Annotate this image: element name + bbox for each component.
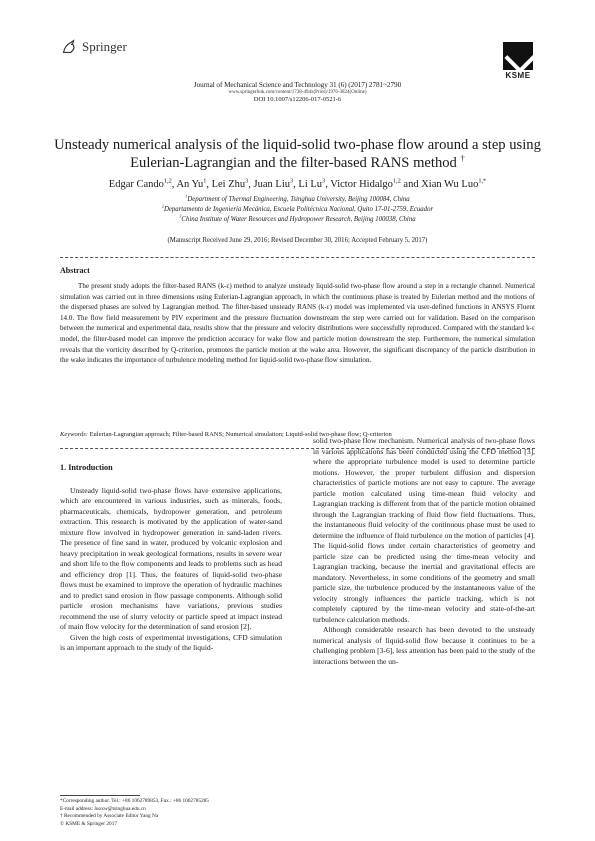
title-line-2: Eulerian-Lagrangian and the filter-based RANS method † [130,153,465,171]
ksme-logo [500,42,536,80]
author-name: Juan Liu$^3$ [253,177,294,190]
author-affiliation-mark: 1,* [478,177,487,185]
footnote-divider [60,795,140,796]
author-affiliation-mark: 3 [322,177,326,185]
divider-top [60,257,535,258]
footnote-corresponding: *Corresponding author. Tel.: +86 1062789853, Fax.: +86 1062785285 [60,798,209,804]
journal-info [0,81,595,103]
ksme-logo-text: KSME [505,71,531,80]
affiliation: $^1$Department of Thermal Engineering, Tsinghua University, Beijing 100084, China [185,193,410,203]
affiliation: $^2$Departamento de Ingeniería Mecánica, Escuela Politécnica Nacional, Quito 17-01-2759, Ecuador [161,203,434,213]
affiliation-list [40,195,555,225]
body-paragraph: Although considerable research has been devoted to the unsteady numerical analysis of liquid-solid flow because it continues to be a challenging problem [3-6], less attention has been paid to the study of the interactions between the un- [313,625,535,666]
author-affiliation-mark: 1,2 [163,177,172,185]
abstract-text: The present study adopts the filter-based RANS (k-ε) method to analyze unsteady liquid-solid two-phase flow around a step in a rectangle channel. Numerical simulation was carried out in three dimensions using Eulerian-Lagrangian approach, in which the continuous phase is treated by Eulerian method and the motions of the dispersed phases are solved by Lagrangian method. The filter-based unsteady RANS (k-ε) model was implemented via user-defined functions in ANSYS Fluent 14.0. The flow field measurement by PIV experiment and the pressure fluctuation downstream the step were carried out for validation. Based on the comparison between the numerical and experimental data, results show that the pressure and velocity distributions were successfully reproduced. Compared with the standard k-ε model, the filter-based model can improve the prediction accuracy for wake flow and particle motion downstream the step. Furthermore, the numerical simulation reveals that the vorticity described by Q-criterion, promotes the particle motion at the wake area. However, the significant discrepancy of the particle distribution in the wake indicates the importance of turbulence modeling method for liquid-solid two-phase flow simulation. [60,282,535,365]
springer-horse-icon [60,38,78,56]
body-column-left [60,463,282,654]
title-footnote-mark: † [460,153,465,164]
author-affiliation-mark: 1 [203,177,207,185]
keywords-list: Eulerian-Lagrangian approach; Filter-based RANS; Numerical simulation; Liquid-solid two-phase flow; Q-criterion [89,431,392,438]
journal-url[interactable]: www.springerlink.com/content/1738-494x(Print)/1976-3824(Online) [228,90,367,95]
author-affiliation-mark: 3 [290,177,294,185]
ksme-mark-icon [503,42,533,70]
journal-citation: Journal of Mechanical Science and Technology 31 (6) (2017) 2781~2790 [193,81,402,89]
springer-logo [60,38,127,56]
keywords-label: Keywords: [60,431,88,438]
manuscript-dates: (Manuscript Received June 29, 2016; Revised December 30, 2016; Accepted February 5, 2017) [167,237,428,244]
body-paragraph: Unsteady liquid-solid two-phase flows have extensive applications, which are encountered in various industries, such as minerals, foods, pharmaceuticals, chemicals, hydropower generation, and petroleum extraction. This research is motivated by the application of water-sand mixture flow involved in hydropower generation in sand-laden rivers. The presence of fine sand in water, produced by volcanic explosion and heavy precipitation in weak geological formations, results in severe wear and short life to the flow components and leads to problems such as head and efficiency drop [1]. Thus, the features of liquid-solid two-phase flows must be examined to improve the operation of hydraulic machines and to predict sand erosion in flow passage components. Although solid particle erosion mechanisms have variations, previous studies recommend the use of slurry velocity or particle speed at impact instead of main flow velocity for the determination of sand erosion [2]. [60,485,282,631]
section-heading-introduction: 1. Introduction [60,463,113,472]
footnotes [60,798,290,828]
author-name: Xian Wu Luo$^{1,*}$ [421,177,487,190]
abstract-heading: Abstract [60,266,90,275]
body-paragraph: solid two-phase flow mechanism. Numerical analysis of two-phase flows in various applications has been conducted using the CFD method [3], where the appropriate turbulence model is used to determine particle motions. However, the proper turbulent diffusion and dispersion characteristics of particle motions are not easy to capture. The average particle motion calculated using time-mean fluid velocity and Lagrangian tracking is different from that of the particle motion obtained through the Lagrangian tracking of fluid flow field fluctuations. Thus, the instantaneous fluid velocity of the continuous phase must be used to determine the influence of fluid turbulence on the motion of particles [4]. The liquid-solid flows under certain characteristics of geometry and particle size can be predicted using the time-mean velocity and Lagrangian tracking, because the inertial and gravitational effects are mandatory. Nevertheless, in some conditions of the geometry and small particle size, the turbulence produced by the instantaneous value of the velocity strongly influences the particle tracking, which is not completely captured by the time-mean velocity and state-of-the-art turbulence calculation methods. [313,436,535,624]
author-affiliation-mark: 3 [245,177,249,185]
footnote-editor: † Recommended by Associate Editor Yang Na [60,813,159,819]
footnote-email[interactable]: E-mail address: luoxw@tsinghua.edu.cn [60,805,146,812]
author-name: Edgar Cando$^{1,2}$ [108,177,172,190]
author-name: Lei Zhu$^3$ [211,177,249,190]
author-name: An Yu$^1$ [176,177,207,190]
title-line-1: Unsteady numerical analysis of the liquid-solid two-phase flow around a step using [54,137,541,153]
affiliation: $^3$China Institute of Water Resources and Hydropower Research, Beijing 100038, China [179,213,416,223]
article-title [40,136,555,172]
publisher-name: Springer [82,39,127,54]
body-column-right [313,436,535,667]
author-affiliation-mark: 1,2 [392,177,401,185]
author-list: Edgar Cando$^{1,2}$, An Yu$^1$, Lei Zhu$^3$, Juan Liu$^3$, Li Lu$^3$, Victor Hidalgo$^{1,2}$ and Xian Wu Luo$^{1,*}$ [108,177,487,190]
footnote-copyright: © KSME & Springer 2017 [60,820,117,827]
journal-doi[interactable]: DOI 10.1007/s12206-017-0521-6 [253,96,342,103]
author-name: Li Lu$^3$ [298,177,326,190]
body-paragraph: Given the high costs of experimental investigations, CFD simulation is an important approach to the study of the liquid- [60,632,282,652]
author-name: Victor Hidalgo$^{1,2}$ [330,177,401,190]
